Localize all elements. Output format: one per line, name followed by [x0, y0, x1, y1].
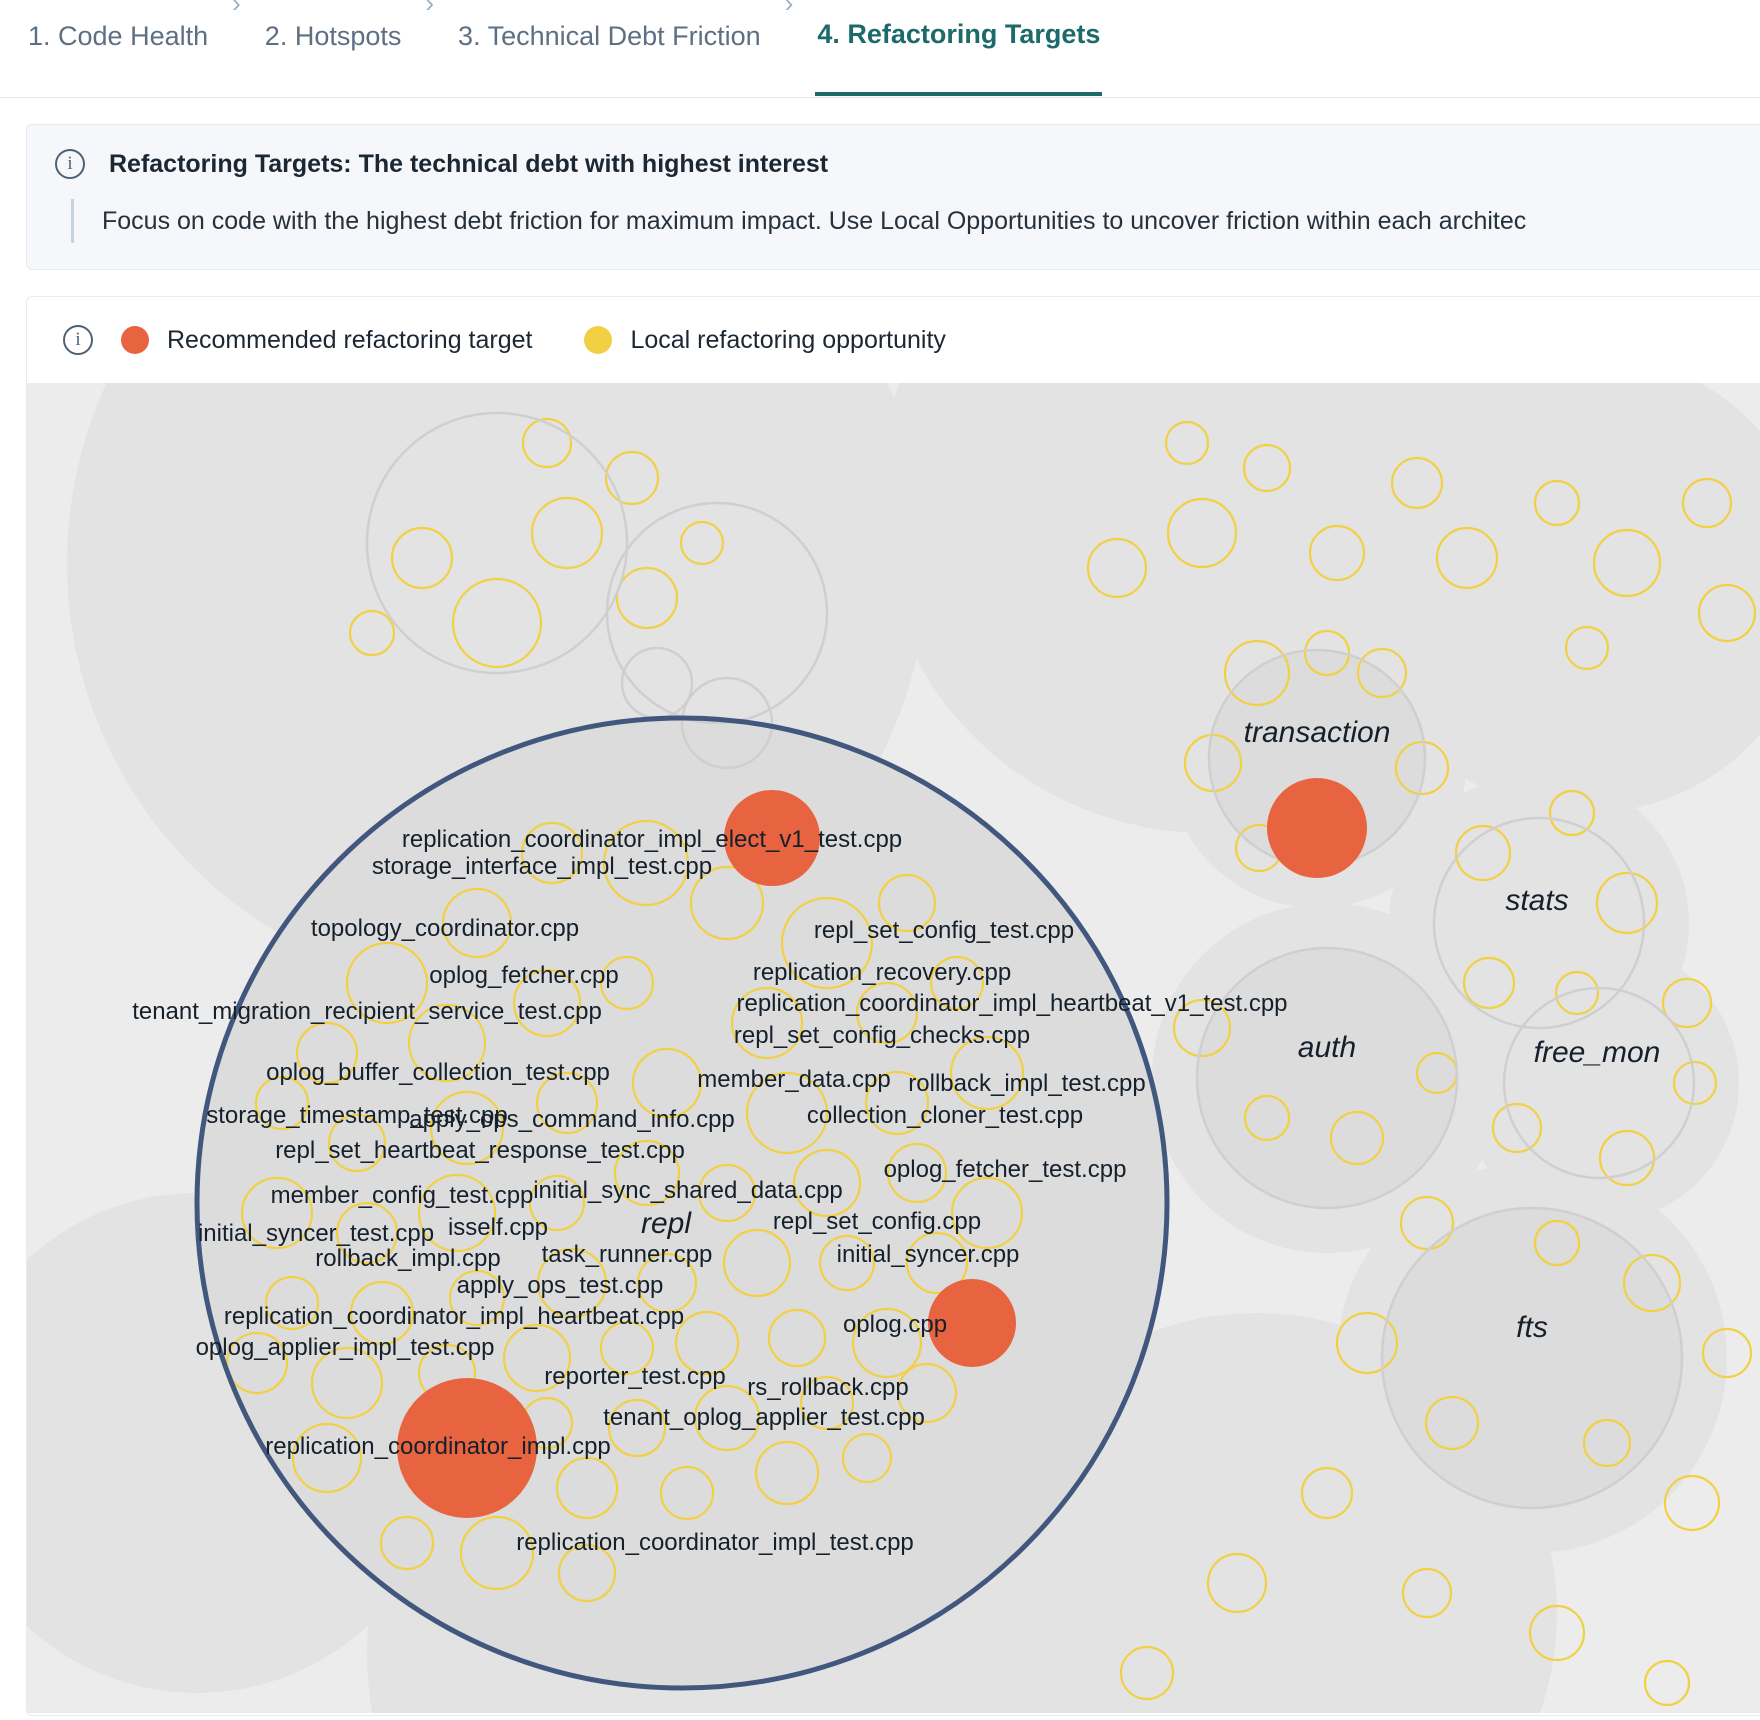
info-icon: i — [63, 325, 93, 355]
step-label: 1. Code Health — [28, 20, 209, 51]
chart-legend — [27, 297, 1760, 383]
module-label-fts: fts — [1516, 1311, 1548, 1344]
chart-card — [26, 296, 1760, 1716]
breadcrumb-chevron-icon: › — [232, 0, 241, 18]
file-label: initial_syncer.cpp — [836, 1241, 1020, 1268]
legend-item-local-opportunity[interactable] — [584, 326, 945, 355]
file-label: apply_ops_command_info.cpp — [409, 1106, 735, 1133]
target-circle — [724, 790, 820, 886]
file-label: initial_sync_shared_data.cpp — [533, 1177, 843, 1204]
file-label: collection_cloner_test.cpp — [806, 1102, 1084, 1129]
banner-divider — [71, 199, 74, 243]
target-circle — [1267, 778, 1367, 878]
file-label: isself.cpp — [447, 1214, 549, 1241]
breadcrumb-chevron-icon: › — [425, 0, 435, 18]
enclosure-diagram[interactable] — [27, 383, 1760, 1713]
file-label: rollback_impl.cpp — [315, 1245, 501, 1272]
step-label: 4. Refactoring Targets — [817, 18, 1101, 49]
legend-label: Local refactoring opportunity — [630, 325, 946, 354]
file-label: replication_coordinator_impl_heartbeat_v1_test.cpp — [736, 990, 1288, 1017]
file-label: task_runner.cpp — [541, 1241, 713, 1268]
file-label: repl_set_heartbeat_response_test.cpp — [275, 1137, 685, 1164]
module-label-transaction: transaction — [1243, 716, 1391, 749]
legend-dot-opportunity-icon — [584, 326, 612, 354]
file-label: oplog_buffer_collection_test.cpp — [266, 1059, 610, 1086]
file-label: oplog_applier_impl_test.cpp — [195, 1334, 495, 1361]
info-banner-text: Focus on code with the highest debt friction for maximum impact. Use Local Opportunities to uncover friction within each architec — [102, 207, 1527, 235]
info-banner-title: Refactoring Targets: The technical debt with highest interest — [109, 149, 829, 178]
file-label: repl_set_config_checks.cpp — [733, 1022, 1031, 1049]
step-tab-refactoring-targets[interactable] — [815, 0, 1102, 96]
step-label: 3. Technical Debt Friction — [458, 20, 761, 51]
file-label: initial_syncer_test.cpp — [197, 1220, 435, 1247]
file-label: topology_coordinator.cpp — [310, 915, 580, 942]
file-label: rs_rollback.cpp — [747, 1374, 909, 1401]
file-label: member_config_test.cpp — [270, 1182, 534, 1209]
step-tab-hotspots[interactable] — [263, 0, 404, 96]
file-label: repl_set_config_test.cpp — [813, 917, 1075, 944]
file-label: tenant_oplog_applier_test.cpp — [603, 1404, 925, 1431]
file-label: reporter_test.cpp — [544, 1363, 726, 1390]
file-label: replication_coordinator_impl_heartbeat.cpp — [223, 1303, 685, 1330]
module-label-repl: repl — [640, 1207, 692, 1240]
legend-label: Recommended refactoring target — [167, 325, 533, 354]
file-label: oplog_fetcher.cpp — [429, 962, 619, 989]
info-banner-body — [71, 199, 1760, 243]
enclosure-diagram-svg[interactable] — [27, 383, 1760, 1713]
file-label: oplog.cpp — [842, 1311, 948, 1338]
file-label: replication_coordinator_impl_test.cpp — [516, 1529, 914, 1556]
breadcrumb-chevron-icon: › — [784, 0, 794, 18]
legend-dot-recommended-icon — [121, 326, 149, 354]
file-label: apply_ops_test.cpp — [456, 1272, 664, 1299]
info-banner-header — [27, 125, 1760, 179]
file-label: rollback_impl_test.cpp — [908, 1070, 1146, 1097]
module-label-free-mon: free_mon — [1533, 1036, 1661, 1069]
file-label: oplog_fetcher_test.cpp — [883, 1156, 1127, 1183]
target-circle — [397, 1378, 537, 1518]
module-label-stats: stats — [1505, 884, 1569, 917]
step-tab-technical-debt-friction[interactable] — [456, 0, 763, 96]
file-label: storage_interface_impl_test.cpp — [371, 853, 713, 880]
module-label-auth: auth — [1297, 1031, 1357, 1064]
file-label: replication_recovery.cpp — [752, 959, 1012, 986]
step-tab-code-health[interactable] — [26, 0, 210, 96]
file-label: tenant_migration_recipient_service_test.cpp — [132, 998, 602, 1025]
file-label: replication_coordinator_impl_elect_v1_test.cpp — [401, 826, 903, 853]
file-label: member_data.cpp — [697, 1066, 891, 1093]
info-banner — [26, 124, 1760, 270]
file-label: storage_timestamp_test.cpp — [206, 1102, 508, 1129]
info-icon: i — [55, 149, 85, 179]
target-circle — [928, 1279, 1016, 1367]
step-label: 2. Hotspots — [264, 20, 402, 51]
file-label: repl_set_config.cpp — [772, 1208, 982, 1235]
legend-item-recommended-target[interactable] — [121, 326, 532, 355]
file-label: replication_coordinator_impl.cpp — [265, 1433, 611, 1460]
step-breadcrumb — [0, 0, 1760, 98]
